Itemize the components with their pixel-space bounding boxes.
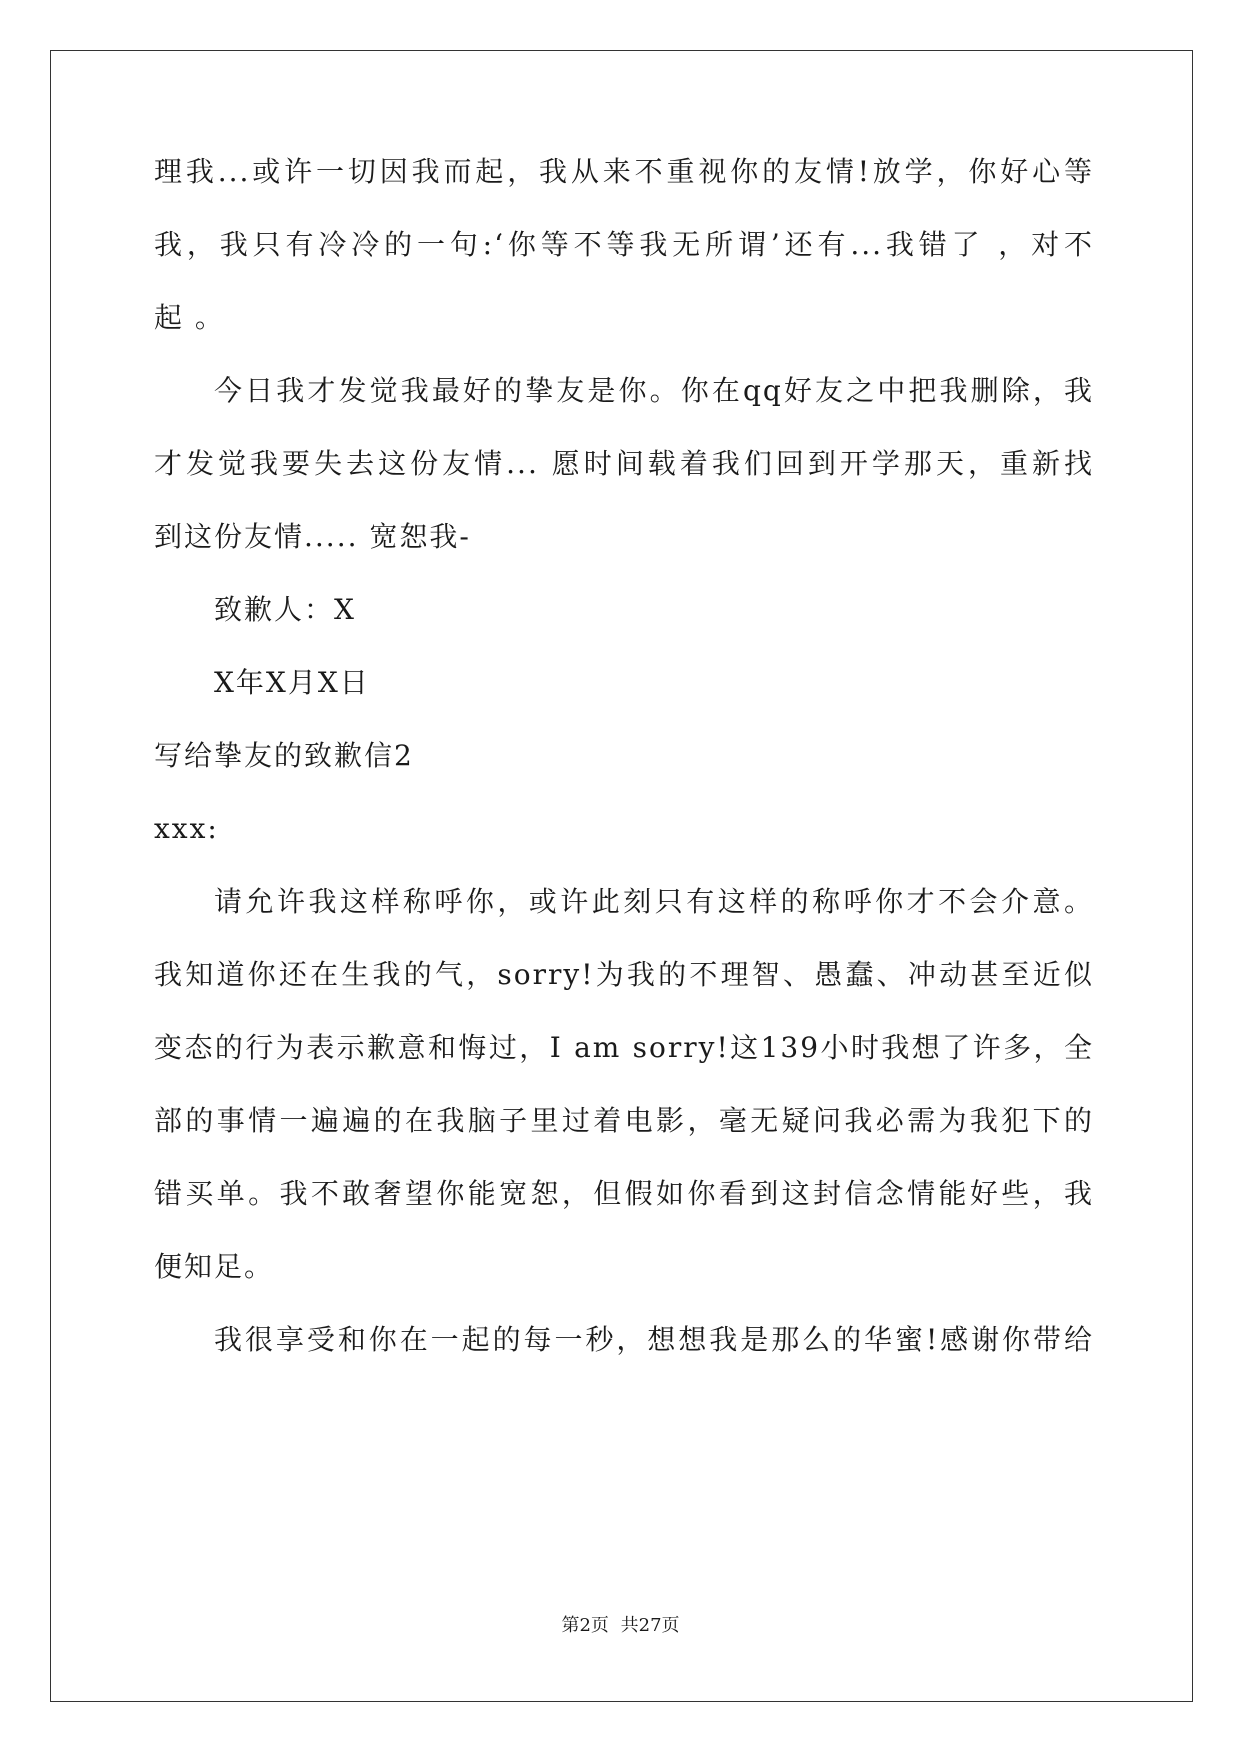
paragraph-line: 部的事情一遍遍的在我脑子里过着电影，毫无疑问我必需为我犯下的: [154, 1104, 1094, 1137]
paragraph-line: 到这份友情..... 宽恕我-: [154, 520, 471, 553]
page-number: 第2页: [561, 1615, 609, 1636]
paragraph-line: 便知足。: [154, 1250, 275, 1283]
page-count: 共27页: [620, 1615, 680, 1636]
section-title: 写给挚友的致歉信2: [154, 739, 414, 772]
page-footer: [0, 1614, 1241, 1638]
paragraph-line: 请允许我这样称呼你，或许此刻只有这样的称呼你才不会介意。: [214, 885, 1094, 918]
paragraph-line: 我，我只有冷冷的一句:‘你等不等我无所谓’还有...我错了 ，对不: [154, 228, 1094, 261]
paragraph-line: 我很享受和你在一起的每一秒，想想我是那么的华蜜!感谢你带给: [214, 1323, 1094, 1356]
paragraph-line: 我知道你还在生我的气，sorry!为我的不理智、愚蠢、冲动甚至近似: [154, 958, 1094, 991]
paragraph-line: 起 。: [154, 301, 225, 334]
paragraph-line: 错买单。我不敢奢望你能宽恕，但假如你看到这封信念情能好些，我: [154, 1177, 1094, 1210]
paragraph-line: 今日我才发觉我最好的挚友是你。你在qq好友之中把我删除，我: [214, 374, 1094, 407]
signature-line: 致歉人：X: [214, 593, 356, 626]
paragraph-line: 变态的行为表示歉意和悔过，I am sorry!这139小时我想了许多，全: [154, 1031, 1094, 1064]
salutation-line: xxx:: [154, 812, 219, 845]
paragraph-line: 才发觉我要失去这份友情... 愿时间载着我们回到开学那天，重新找: [154, 447, 1094, 480]
date-line: X年X月X日: [214, 666, 370, 699]
paragraph-line: 理我...或许一切因我而起，我从来不重视你的友情!放学，你好心等: [154, 155, 1094, 188]
